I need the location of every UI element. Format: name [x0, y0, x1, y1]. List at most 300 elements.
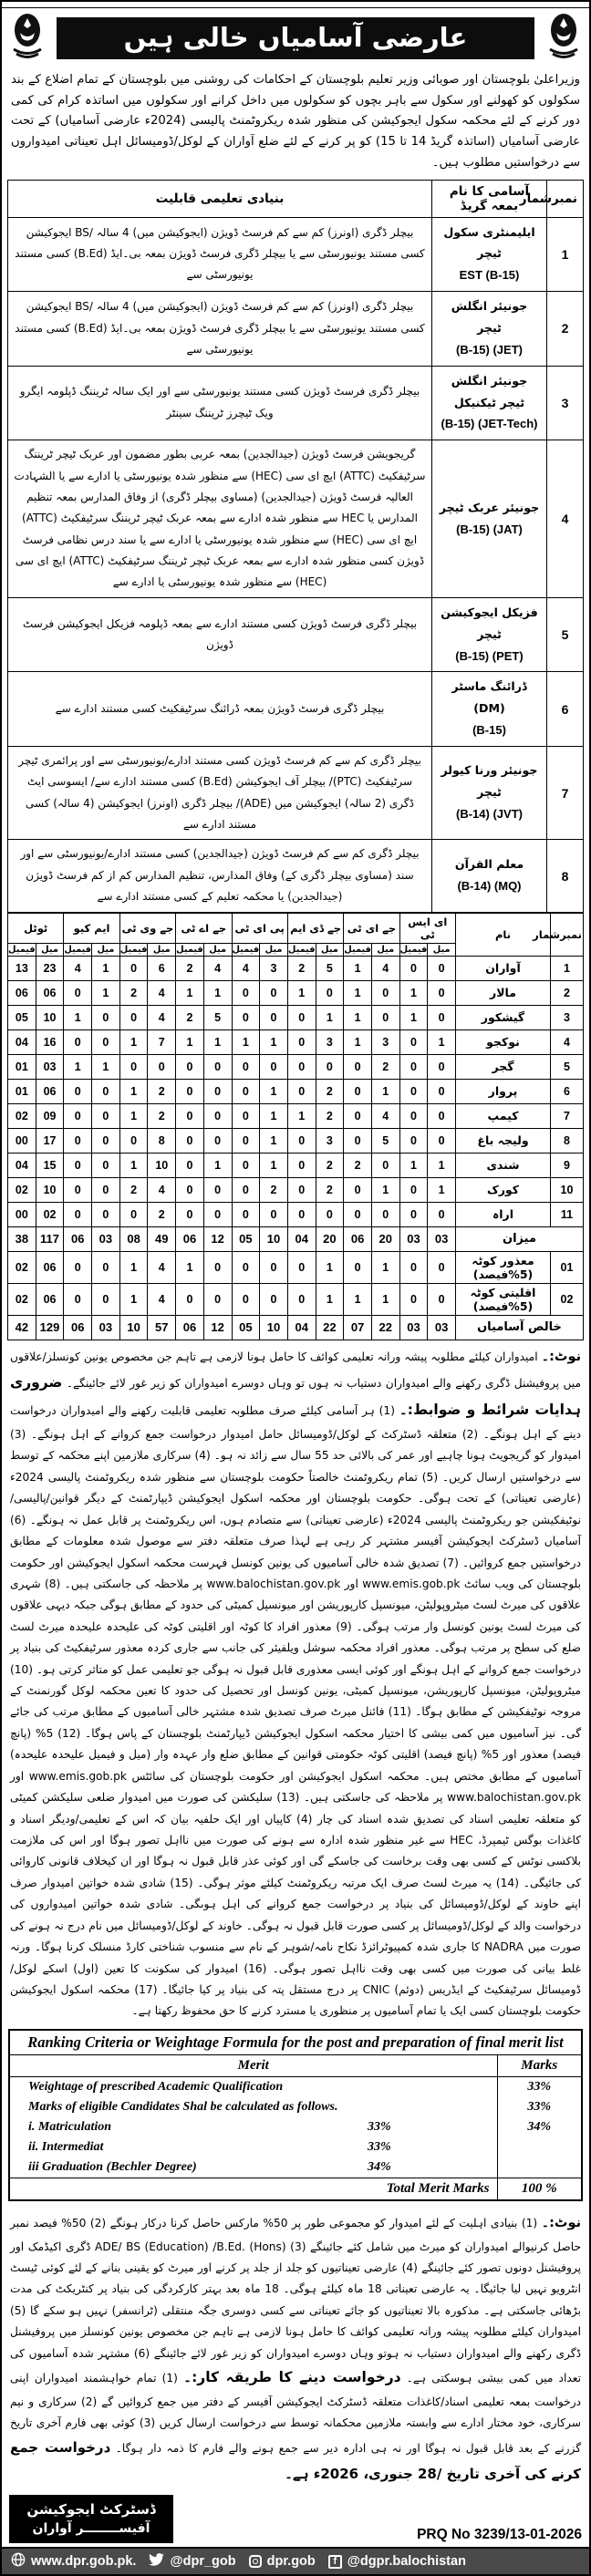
- note-label: نوٹ:۔: [541, 1349, 582, 1364]
- table-cell: 1: [428, 1029, 456, 1054]
- table-cell: 4: [64, 956, 92, 980]
- table-cell: 04: [287, 1226, 316, 1251]
- table-cell: 06: [36, 1079, 64, 1103]
- table-cell: 16: [36, 1029, 64, 1054]
- table-cell: 0: [287, 1202, 316, 1226]
- table-cell: 0: [428, 1079, 456, 1103]
- website-item: [11, 2552, 136, 2571]
- table-row: [8, 980, 584, 1005]
- table-cell: 1: [428, 1153, 456, 1177]
- table-cell: نوکجو: [456, 1029, 551, 1054]
- table-cell: 0: [232, 1128, 260, 1153]
- table-cell: 0: [119, 1202, 148, 1226]
- post-grade: (B-15): [472, 723, 506, 738]
- signature-line1: ڈسٹرکٹ ایجوکیشن: [26, 2501, 156, 2519]
- table-cell: 0: [371, 1202, 399, 1226]
- post-title: فزیکل ایجوکیشن ٹیچر: [441, 605, 538, 641]
- table-cell: 0: [203, 1177, 232, 1202]
- apply-text: (1) تمام خواہشمند امیدواران اپنی درخواست بمعہ تعلیمی اسناد/کاغذات متعلقہ ڈسٹرکٹ ایجوکیشن آفیسر کے دفتر میں جمع کروائیں گے (2) سرکاری و نیم سرکاری، خود مختار ادارے سے وابستہ ملازمین محکمانہ توسط سے درخواست ارسال کریں (3) کوئی بھی فارم آخری تاریخ گزرنے کے بعد قابل قبول نہ ہوگا اور نہ ہی ادارہ دیر سے جمع ہونے والے فارم کا ذمہ دار ہوگا۔: [10, 2372, 582, 2455]
- table-cell: 5: [371, 1128, 399, 1153]
- subheader-female: فیمیل: [232, 944, 260, 955]
- table-cell: 0: [399, 1079, 428, 1103]
- post-name: [432, 440, 547, 598]
- table-cell: 0: [203, 1128, 232, 1153]
- table-header-row: [8, 180, 584, 217]
- table-cell: 04: [8, 1029, 36, 1054]
- post-sr: 1: [547, 217, 584, 292]
- table-cell: 03: [92, 1315, 120, 1340]
- table-cell: 10: [148, 1153, 176, 1177]
- table-cell: 05: [232, 1315, 260, 1340]
- table-cell: 06: [36, 1283, 64, 1315]
- table-cell: 1: [371, 1177, 399, 1202]
- table-cell: 0: [428, 1251, 456, 1283]
- subheader-male: میل: [92, 943, 120, 956]
- table-cell: 5: [316, 956, 344, 980]
- table-row: [8, 1251, 584, 1283]
- signature-row: [2, 2489, 589, 2547]
- table-row: [8, 1283, 584, 1315]
- table-cell: 1: [399, 1153, 428, 1177]
- table-cell: 0: [119, 1054, 148, 1079]
- post-grade: EST (B-15): [459, 268, 520, 283]
- table-cell: 0: [232, 1202, 260, 1226]
- column-header-name: نام: [456, 913, 551, 956]
- table-cell: 0: [176, 1177, 204, 1202]
- table-cell: 10: [551, 1177, 584, 1202]
- table-cell: 7: [148, 1029, 176, 1054]
- table-cell: 12: [203, 1226, 232, 1251]
- table-cell: 0: [428, 1128, 456, 1153]
- table-cell: 1: [344, 1283, 372, 1315]
- table-cell: 0: [232, 1177, 260, 1202]
- subheader-male: میل: [428, 943, 456, 956]
- website-url: www.dpr.gob.pk.: [31, 2554, 137, 2570]
- column-header-jet: جے ای ٹی: [344, 913, 399, 943]
- subheader-female: فیمیل: [7, 944, 36, 955]
- table-cell: 0: [232, 1251, 260, 1283]
- bottom-note-and-apply: [2, 2207, 589, 2490]
- table-cell: 06: [64, 1226, 92, 1251]
- table-cell: 1: [316, 1005, 344, 1029]
- table-row: [8, 1029, 584, 1054]
- table-cell: 3: [316, 1128, 344, 1153]
- post-name: [432, 672, 547, 747]
- post-grade: (B-14) (MQ): [457, 879, 522, 894]
- post-qualification: بیچلر ڈگری کم سے کم فرسٹ ڈویژن (جیدالجدین) کسی مستند ادارے/یونیورسٹی سے اور سند (مساوی بیچلر ڈگری کے) وفاق المدارس، تنظیم المدارس کم از کم فرسٹ ڈویژن (جیدالجدین) یا محکمہ تعلیم کے کسی مستند ادارے سے: [8, 840, 432, 912]
- subheader-male: میل: [371, 943, 399, 956]
- table-cell: 1: [119, 1079, 148, 1103]
- table-cell: 0: [287, 1054, 316, 1079]
- subheader-male: میل: [203, 943, 232, 956]
- table-cell: 1: [344, 1005, 372, 1029]
- twitter-item: [149, 2553, 235, 2570]
- table-cell: 1: [316, 1283, 344, 1315]
- column-header-jat: جے اے ٹی: [176, 913, 232, 943]
- table-cell: 0: [232, 1283, 260, 1315]
- table-cell: 0: [92, 1251, 120, 1283]
- table-cell: 4: [148, 1177, 176, 1202]
- table-cell: اراہ: [456, 1202, 551, 1226]
- table-cell: 03: [428, 1315, 456, 1340]
- column-header-merit: Merit: [10, 2054, 497, 2076]
- table-cell: 3: [260, 956, 288, 980]
- table-cell: 0: [344, 1202, 372, 1226]
- table-cell: 57: [148, 1315, 176, 1340]
- instagram-icon: [249, 2555, 262, 2568]
- subheader-male: میل: [36, 943, 64, 956]
- table-cell: 2: [551, 980, 584, 1005]
- facebook-icon: f: [328, 2555, 342, 2569]
- ranking-criteria-box: [8, 2029, 583, 2201]
- table-cell: 02: [8, 1283, 36, 1315]
- table-cell: 0: [64, 1283, 92, 1315]
- table-cell: 23: [36, 956, 64, 980]
- table-cell: پروار: [456, 1079, 551, 1103]
- table-cell: 11: [551, 1202, 584, 1226]
- table-cell: 8: [551, 1128, 584, 1153]
- table-cell: 0: [399, 1202, 428, 1226]
- table-cell: 02: [8, 1103, 36, 1128]
- table-cell: 0: [92, 1153, 120, 1177]
- table-cell: 0: [316, 1202, 344, 1226]
- table-cell: 0: [399, 956, 428, 980]
- table-cell: 05: [232, 1226, 260, 1251]
- table-cell: 0: [64, 1177, 92, 1202]
- table-cell: 1: [203, 980, 232, 1005]
- table-cell: 2: [371, 1054, 399, 1079]
- ranking-total-row: [10, 2178, 581, 2199]
- newspaper-top-rule: [2, 2, 589, 8]
- table-row: [8, 840, 584, 912]
- balochistan-emblem-right-icon: [545, 13, 582, 64]
- table-cell: 0: [203, 1202, 232, 1226]
- table-cell: 0: [64, 980, 92, 1005]
- post-sr: 4: [547, 440, 584, 598]
- table-cell: 1: [551, 956, 584, 980]
- table-cell: 1: [92, 956, 120, 980]
- merit-inner-percent: 33%: [368, 2139, 391, 2154]
- table-cell: 0: [232, 1079, 260, 1103]
- table-cell: 10: [36, 1177, 64, 1202]
- table-cell: 3: [371, 1029, 399, 1054]
- instructions-text: (1) ہر آسامی کیلئے صرف مطلوبہ تعلیمی قابلیت رکھنے والے امیدواران درخواست دینے کے اہل ہونگے۔ (2) متعلقہ ڈسٹرکٹ کے لوکل/ڈومیسائل حامل امیدوار درخواست جمع کروانے کے اہل ہونگے۔ (3) امیدوار کو گریجویٹ ہونا چاہیے اور عمر کی بالائی حد 55 سال سے زائد نہ ہو۔ (4) سرکاری ملازمین اپنے محکمہ کے توسط سے درخواستیں ارسال کریں۔ (5) تمام ریکروٹمنٹ خالصتاً حکومت بلوچستان سے منظور شدہ ریکروٹمنٹ پالیسی 2024ء (عارضی تعیناتی) کے تحت ہوگی۔ حکومت بلوچستان اور محکمہ اسکول ایجوکیشن ڈیپارٹمنٹ کے دیگر قوانین/پالیسی/نوٹیفکیشن جو ریکروٹمنٹ پالیسی 2024ء (عارضی تعیناتی) سے متصادم ہوں، اس ریکروٹمنٹ پر قابل عمل نہ ہونگے۔ (6) آسامیاں ڈسٹرکٹ ایجوکیشن آفیسر مشتہر کر رہی ہے لہذا صرف متعلقہ دفتر سے موصول شدہ معلومات کے مطابق درخواستیں جمع کروائیں۔ (7) تصدیق شدہ خالی آسامیوں کی یونین کونسل فہرست محکمہ اسکول ایجوکیشن اور حکومت بلوچستان کی ویب سائٹ www.emis.gob.pk اور www.balochistan.gov.pk پر ملاحظہ کی جاسکتی ہیں۔ (8) شہری علاقوں کی میرٹ لسٹ میٹروپولیٹن، میونسپل کارپوریشن اور میونسپل کمیٹی کی حدود کے مطابق ہوگی جبکہ دیہی علاقوں کی میرٹ لسٹ یونین کونسل وار مرتب ہوگی۔ (9) معذور افراد کا کوٹہ اور اقلیتی کوٹہ کی علیحدہ علیحدہ میرٹ لسٹ ضلع کی سطح پر مرتب ہوگی۔ معذور افراد محکمہ سوشل ویلفیئر کی جانب سے جاری کردہ معذور سرٹیفکیٹ کی بنیاد پر درخواست جمع کروانے کے اہل ہونگے اور کوئی ایسی معذوری قابل قبول نہ ہوگی جو تعلیمی عمل کو متاثر کرتی ہو۔ (10) میٹروپولیٹن، میونسپل کارپوریشن، میونسپل کمیٹی، یونین کونسل اور تحصیل کی حدود کا تعین محکمہ لوکل گورنمنٹ کے مروجہ نوٹیفکیشن کے مطابق ہوگا۔ (11) فائنل میرٹ صرف تصدیق شدہ مشتہر خالی آسامیوں کے مطابق مرتب کی جائے گی۔ نیز آسامیوں میں کمی بیشی کا اختیار محکمہ اسکول ایجوکیشن ڈیپارٹمنٹ بلوچستان کے پاس ہوگا۔ (12) 5% (پانچ فیصد) معذور اور 5% (پانچ فیصد) اقلیتی کوٹہ حکومتی قوانین کے مطابق ضلع وار عہدہ وار (میل و فیمیل علیحدہ علیحدہ) آسامیوں کے مطابق مختص ہیں۔ محکمہ اسکول ایجوکیشن اور حکومت بلوچستان کی سائٹس www.emis.gob.pk اور www.balochistan.gov.pk پر ملاحظہ کی جاسکتی ہیں۔ (13) سلیکشن کی صورت میں امیدوار ضلعی سلیکشن کمیٹی کو متعلقہ تعلیمی اسناد کی تصدیق شدہ اسناد کی چار (4) کاپیاں اور ایک حلفیہ بیان کہ اس کے تعلیمی/ودیگر اسناد و کاغذات بوگس ٹیمپرڈ، HEC سے غیر منظور شدہ ادارہ سے ہونے کی صورت میں نااہل تصور ہوگا اور اس کی ملازمت بلاکسی نوٹس کے کسی بھی وقت برخاست کی جاسکے گی اور کوئی عذر قابل قبول نہ ہوگا اور ان کیخلاف قانونی کاروائی کی جائیگی۔ (14) یہ میرٹ لسٹ صرف ایک مرتبہ ریکروٹمنٹ کیلئے موثر ہوگی۔ (15) شادی شدہ خواتین امیدوار صرف اپنے خاوند کے لوکل/ڈومیسائل کی بنیاد پر درخواست جمع کروانے کی اہل ہوںگی۔ شادی شدہ خواتین امیدواروں کی درخواست والد کے لوکل/ڈومیسائل پر کسی صورت قابل قبول نہ ہوگی۔ خاوند کے لوکل/ڈومیسائل میں نام درج نہ ہونے کی صورت میں NADRA کا جاری شدہ کمپیوٹرائزڈ نکاح نامہ/شوہر کے نام سے منسوب شناختی کارڈ منسلک کرنا ہوگا۔ ورنہ غلط بیانی کی صورت میں کسی بھی وقت نااہل تصور ہوگی۔ (16) امیدوار کی سکونت کا تعین (اول) اسکے لوکل/ڈومیسائل سرٹیفکیٹ کے ایڈریس (دوئم) CNIC پر درج مستقل پتہ کی بنیاد پر کیا جائیگا۔ (17) محکمہ اسکول ایجوکیشن حکومت بلوچستان کسی ایک یا تمام آسامیوں پر منظوری یا مسترد کرنے کا حق محفوظ رکھتا ہے۔: [10, 1404, 582, 2018]
- table-cell: 1: [344, 956, 372, 980]
- table-cell: 06: [36, 1251, 64, 1283]
- table-cell: 1: [428, 1177, 456, 1202]
- globe-icon: [11, 2552, 26, 2571]
- post-name: [432, 597, 547, 672]
- table-cell: 05: [8, 1005, 36, 1029]
- table-cell: 0: [176, 1103, 204, 1128]
- subheader-female: فیمیل: [399, 944, 428, 955]
- table-cell: 0: [428, 956, 456, 980]
- table-cell: 0: [119, 1128, 148, 1153]
- table-row: [8, 1005, 584, 1029]
- table-cell: 0: [399, 1283, 428, 1315]
- table-cell: 0: [203, 1251, 232, 1283]
- social-bar: [2, 2547, 589, 2574]
- table-row: [8, 597, 584, 672]
- post-title: ایلیمنٹری سکول ٹیچر: [443, 224, 535, 261]
- table-cell: 4: [371, 1103, 399, 1128]
- table-cell: 0: [64, 1202, 92, 1226]
- post-name: [432, 840, 547, 912]
- table-cell: 00: [8, 1202, 36, 1226]
- subheader-male: میل: [260, 943, 288, 956]
- table-cell: 0: [344, 1103, 372, 1128]
- table-cell: 0: [176, 1202, 204, 1226]
- table-cell: 0: [428, 1283, 456, 1315]
- marks-value: [497, 2137, 581, 2157]
- table-cell: 0: [92, 1283, 120, 1315]
- table-cell: 117: [36, 1226, 64, 1251]
- table-cell: 4: [148, 1005, 176, 1029]
- table-cell: 0: [260, 980, 288, 1005]
- table-row: [8, 1315, 584, 1340]
- table-cell: 0: [119, 1005, 148, 1029]
- table-cell: 22: [316, 1315, 344, 1340]
- table-cell: 0: [232, 1054, 260, 1079]
- post-grade: (B-14) (JVT): [456, 807, 523, 822]
- table-cell: 0: [92, 1202, 120, 1226]
- table-cell: 0: [232, 1153, 260, 1177]
- table-cell: 9: [551, 1153, 584, 1177]
- table-cell: 0: [64, 1153, 92, 1177]
- table-cell: 4: [148, 980, 176, 1005]
- table-cell: 00: [8, 1128, 36, 1153]
- table-cell: 0: [399, 1177, 428, 1202]
- signature-box: [9, 2495, 173, 2543]
- table-cell: 0: [399, 1054, 428, 1079]
- table-cell: 42: [8, 1315, 36, 1340]
- table-cell: 20: [371, 1226, 399, 1251]
- subheader-female: فیمیل: [176, 944, 203, 955]
- ranking-row: [10, 2157, 581, 2178]
- table-cell: 0: [148, 1054, 176, 1079]
- marks-value: [497, 2157, 581, 2178]
- column-header-mq: ایم کیو: [64, 913, 119, 943]
- post-title: ڈرائنگ ماسٹر (DM): [451, 679, 527, 716]
- table-cell: 0: [92, 1079, 120, 1103]
- merit-inner-percent: 33%: [368, 2119, 391, 2134]
- table-row: [8, 1177, 584, 1202]
- table-row: [8, 1128, 584, 1153]
- table-cell: 0: [344, 1177, 372, 1202]
- table-cell: 1: [176, 1251, 204, 1283]
- post-title: جونیئر ورنا کیولر ٹیچر: [441, 763, 538, 800]
- table-cell: 1: [316, 1251, 344, 1283]
- table-cell: 0: [399, 1128, 428, 1153]
- ranking-row: [10, 2117, 581, 2137]
- twitter-icon: [149, 2553, 164, 2570]
- table-cell: 0: [344, 1079, 372, 1103]
- note-label: نوٹ:۔: [541, 2215, 582, 2230]
- table-cell: 0: [344, 1054, 372, 1079]
- post-name: [432, 292, 547, 367]
- count-header-row: [8, 913, 584, 943]
- table-cell: 0: [287, 1177, 316, 1202]
- table-cell: 06: [64, 1315, 92, 1340]
- table-cell: مالار: [456, 980, 551, 1005]
- merit-inner-percent: [360, 2097, 497, 2117]
- table-cell: 0: [260, 1005, 288, 1029]
- table-cell: 1: [119, 1153, 148, 1177]
- table-row: [8, 1202, 584, 1226]
- merit-label: Marks of eligible Candidates Shal be calculated as follows.: [28, 2099, 338, 2114]
- table-cell: 129: [36, 1315, 64, 1340]
- post-grade: (B-15) (PET): [455, 648, 524, 663]
- table-cell: 0: [176, 1079, 204, 1103]
- table-cell: 2: [119, 1177, 148, 1202]
- table-cell: 10: [260, 1315, 288, 1340]
- table-cell: 02: [8, 1251, 36, 1283]
- table-row: [8, 440, 584, 598]
- table-cell: 0: [260, 1202, 288, 1226]
- table-cell: 03: [399, 1315, 428, 1340]
- table-cell: 1: [260, 1153, 288, 1177]
- post-sr: 7: [547, 746, 584, 840]
- table-cell: 01: [8, 1079, 36, 1103]
- table-cell: 03: [92, 1226, 120, 1251]
- table-cell: 0: [316, 980, 344, 1005]
- post-name: [432, 217, 547, 292]
- post-qualification: بیچلر ڈگری کم سے کم فرسٹ ڈویژن کسی مستند ادارے/یونیورسٹی سے اور پرائمری ٹیچر سرٹیفکیٹ (PTC)/ بیچلر آف ایجوکیشن (B.Ed) کسی مستند ادارے سے/ ایسوسی ایٹ ڈگری (2 سالہ) ایجوکیشن میں (ADE)/ بیچلر ڈگری (اونرز) ایجوکیشن (4 سالہ) کسی مستند ادارے سے: [8, 746, 432, 840]
- table-cell: 01: [8, 1054, 36, 1079]
- table-cell: 07: [344, 1315, 372, 1340]
- table-cell: 4: [148, 1251, 176, 1283]
- table-cell: 1: [260, 1128, 288, 1153]
- table-cell: 1: [64, 1005, 92, 1029]
- intro-paragraph: وزیراعلیٰ بلوچستان اور صوبائی وزیر تعلیم بلوچستان کے احکامات کی روشنی میں بلوچستان کے تمام اضلاع کے بند سکولوں کو کھولنے اور سکول سے باہر بچوں کو سکولوں میں داخل کرانے اور سکولوں میں اساتذہ کرام کی کمی دور کرنے کے لئے محکمہ سکول ایجوکیشن کی منظور شدہ ریکروٹمنٹ پالیسی (2024ء عارضی آسامیاں) کے تحت عارضی آسامیاں (اساتذہ گریڈ 14 تا 15) کو پر کرنے کے لئے ضلع آواران کے لوکل/ڈومیسائل اہل تعیناتی امیدواروں سے درخواستیں مطلوب ہیں۔: [11, 73, 580, 170]
- table-cell: 02: [36, 1202, 64, 1226]
- table-cell: 12: [203, 1315, 232, 1340]
- table-cell: 2: [260, 1177, 288, 1202]
- table-cell: 1: [64, 1054, 92, 1079]
- post-qualification: بیچلر ڈگری (اونرز) کم سے کم فرسٹ ڈویژن (ایجوکیشن میں) 4 سالہ /BS ایجوکیشن کسی مستند یونیورسٹی سے یا بیچلر ڈگری فرسٹ ڈویژن بمعہ بی۔ایڈ (B.Ed) کسی مستند یونیورسٹی سے: [8, 217, 432, 292]
- post-title: جونیئر انگلش ٹیچر ٹیکنیکل: [451, 373, 528, 409]
- table-cell: 6: [551, 1079, 584, 1103]
- table-cell: 1: [92, 1054, 120, 1079]
- ranking-row: [10, 2137, 581, 2157]
- table-cell: 0: [287, 1251, 316, 1283]
- table-cell: 0: [92, 1128, 120, 1153]
- table-cell: شندی: [456, 1153, 551, 1177]
- column-header-total: ٹوٹل: [8, 913, 64, 943]
- table-cell: 3: [316, 1029, 344, 1054]
- table-cell: خالص آسامیاں: [456, 1315, 584, 1340]
- table-cell: 4: [203, 956, 232, 980]
- table-cell: 1: [399, 980, 428, 1005]
- table-cell: 0: [119, 956, 148, 980]
- table-cell: 0: [176, 1283, 204, 1315]
- post-title: جونیئر عربک ٹیچر: [439, 500, 540, 514]
- instructions-heading: ضروری ہدایات شرائط و ضوابط:۔: [10, 1374, 582, 1419]
- table-cell: 0: [64, 1079, 92, 1103]
- column-header-post: آسامی کا نام بمعہ گریڈ: [432, 180, 547, 217]
- table-cell: 0: [260, 1283, 288, 1315]
- table-cell: 2: [316, 1153, 344, 1177]
- table-cell: 7: [551, 1103, 584, 1128]
- table-cell: 0: [232, 1103, 260, 1128]
- post-qualification: بیچلر ڈگری (اونرز) کم سے کم فرسٹ ڈویژن (ایجوکیشن میں) 4 سالہ /BS ایجوکیشن کسی مستند یونیورسٹی سے یا بیچلر ڈگری فرسٹ ڈویژن بمعہ بی۔ایڈ (B.Ed) کسی مستند یونیورسٹی سے: [8, 292, 432, 367]
- post-qualification: بیچلر ڈگری فرسٹ ڈویژن کسی مستند یونیورسٹی سے اور ایک سالہ ٹریننگ ڈپلومہ ایگرو ویک ٹیچرز ٹریننگ سینٹر: [8, 366, 432, 440]
- column-header-est: ای ایس ٹی: [399, 913, 455, 943]
- table-row: [8, 1054, 584, 1079]
- table-cell: 0: [344, 1251, 372, 1283]
- table-cell: 2: [316, 1103, 344, 1128]
- posts-qualification-table: [7, 180, 584, 913]
- table-cell: 0: [203, 1103, 232, 1128]
- table-cell: اقلیتی کوٹہ (5%فیصد): [456, 1283, 551, 1315]
- table-cell: 0: [203, 1054, 232, 1079]
- ranking-row: [10, 2076, 581, 2097]
- merit-inner-percent: [360, 2076, 497, 2097]
- table-cell: 20: [316, 1226, 344, 1251]
- table-cell: 0: [287, 1128, 316, 1153]
- marks-value: 34%: [497, 2117, 581, 2137]
- table-row: [8, 672, 584, 747]
- table-cell: 22: [371, 1315, 399, 1340]
- post-grade: (B-15) (JET-Tech): [441, 417, 538, 431]
- post-grade: (B-15) (JET): [456, 342, 523, 357]
- table-cell: 0: [344, 1128, 372, 1153]
- subheader-female: فیمیل: [344, 944, 371, 955]
- table-cell: کورک: [456, 1177, 551, 1202]
- table-cell: 09: [36, 1103, 64, 1128]
- table-cell: 10: [119, 1315, 148, 1340]
- table-row: [8, 366, 584, 440]
- table-row: [8, 1079, 584, 1103]
- table-cell: 1: [176, 1029, 204, 1054]
- merit-label: iii Graduation (Bechler Degree): [28, 2159, 197, 2174]
- table-cell: 1: [203, 1153, 232, 1177]
- vacancy-count-table: [7, 913, 584, 1340]
- post-qualification: بیچلر ڈگری فرسٹ ڈویژن بمعہ ڈرائنگ سرٹیفکیٹ کسی مستند ادارے سے: [8, 672, 432, 747]
- table-cell: 2: [176, 1005, 204, 1029]
- instagram-handle: dpr.gob: [266, 2554, 316, 2570]
- ranking-row: [10, 2097, 581, 2117]
- table-cell: 4: [371, 956, 399, 980]
- marks-value: 33%: [497, 2097, 581, 2117]
- table-cell: 0: [428, 1005, 456, 1029]
- bottom-note-text: (1) بنیادی اہلیت کے لئے امیدوار کو مجموعی طور پر 50% مارکس حاصل کرنا درکار ہونگے (2) 50% فیصد نمبر حاصل کرنیوالے امیدواران کو میرٹ میں شامل کئے جائینگے (3) ADE/ BS (Education) /B.Ed. (Hons) ڈگری اکیڈمک اور پروفیشنل دونوں تصور کئے جائینگے (4) عارضی تعیناتیوں کو جلد از جلد پر کرنے اور میرٹ کو یقینی بنانے کے لئے کوئی ٹیسٹ انٹرویو نہیں لیا جائیگا۔ یہ عارضی تعیناتی 18 ماہ کیلئے ہوگی۔ 18 ماہ بعد بہتر کارکردگی کی بنیاد پر کنٹریکٹ کی مدت بڑھائی جاسکتی ہے۔ مذکورہ بالا تعیناتیوں کو جائے تعیناتی سے کسی دوسری جگہ منتقلی (ٹرانسفر) نہیں ہو سکے گا (5) امیدواران کیلئے مطلوبہ پیشہ ورانہ تعلیمی کوائف کا حامل ہونا لازمی ہے تاہم جن مخصوص یونین کونسلز میں پروفیشنل ڈگری رکھنے والے امیدواران دستیاب نہ ہوتو وہاں دوسرے امیدواران کو زیر غور لائے جائینگے (6) مشتہر شدہ آسامیوں کی تعداد میں کمی بیشی ہوسکتی ہے۔: [10, 2216, 582, 2385]
- table-cell: کیمپ: [456, 1103, 551, 1128]
- table-cell: گیشکور: [456, 1005, 551, 1029]
- table-cell: 2: [148, 1202, 176, 1226]
- merit-inner-percent: 34%: [368, 2159, 391, 2174]
- marks-value: 33%: [497, 2076, 581, 2097]
- table-cell: 0: [428, 1103, 456, 1128]
- subheader-female: فیمیل: [287, 944, 316, 955]
- table-cell: 0: [399, 1103, 428, 1128]
- table-cell: 17: [36, 1128, 64, 1153]
- table-cell: 0: [260, 1251, 288, 1283]
- table-cell: 06: [8, 980, 36, 1005]
- post-sr: 6: [547, 672, 584, 747]
- signature-line2: آفیســــــــر آواران: [32, 2521, 150, 2537]
- table-cell: 1: [344, 980, 372, 1005]
- table-cell: 1: [92, 980, 120, 1005]
- table-cell: 03: [428, 1226, 456, 1251]
- table-cell: 2: [316, 1079, 344, 1103]
- facebook-item: [328, 2554, 466, 2569]
- instagram-item: [249, 2554, 316, 2569]
- table-row: [8, 217, 584, 292]
- table-cell: 0: [176, 1054, 204, 1079]
- table-cell: معذور کوٹہ (5%فیصد): [456, 1251, 551, 1283]
- table-cell: 2: [148, 1079, 176, 1103]
